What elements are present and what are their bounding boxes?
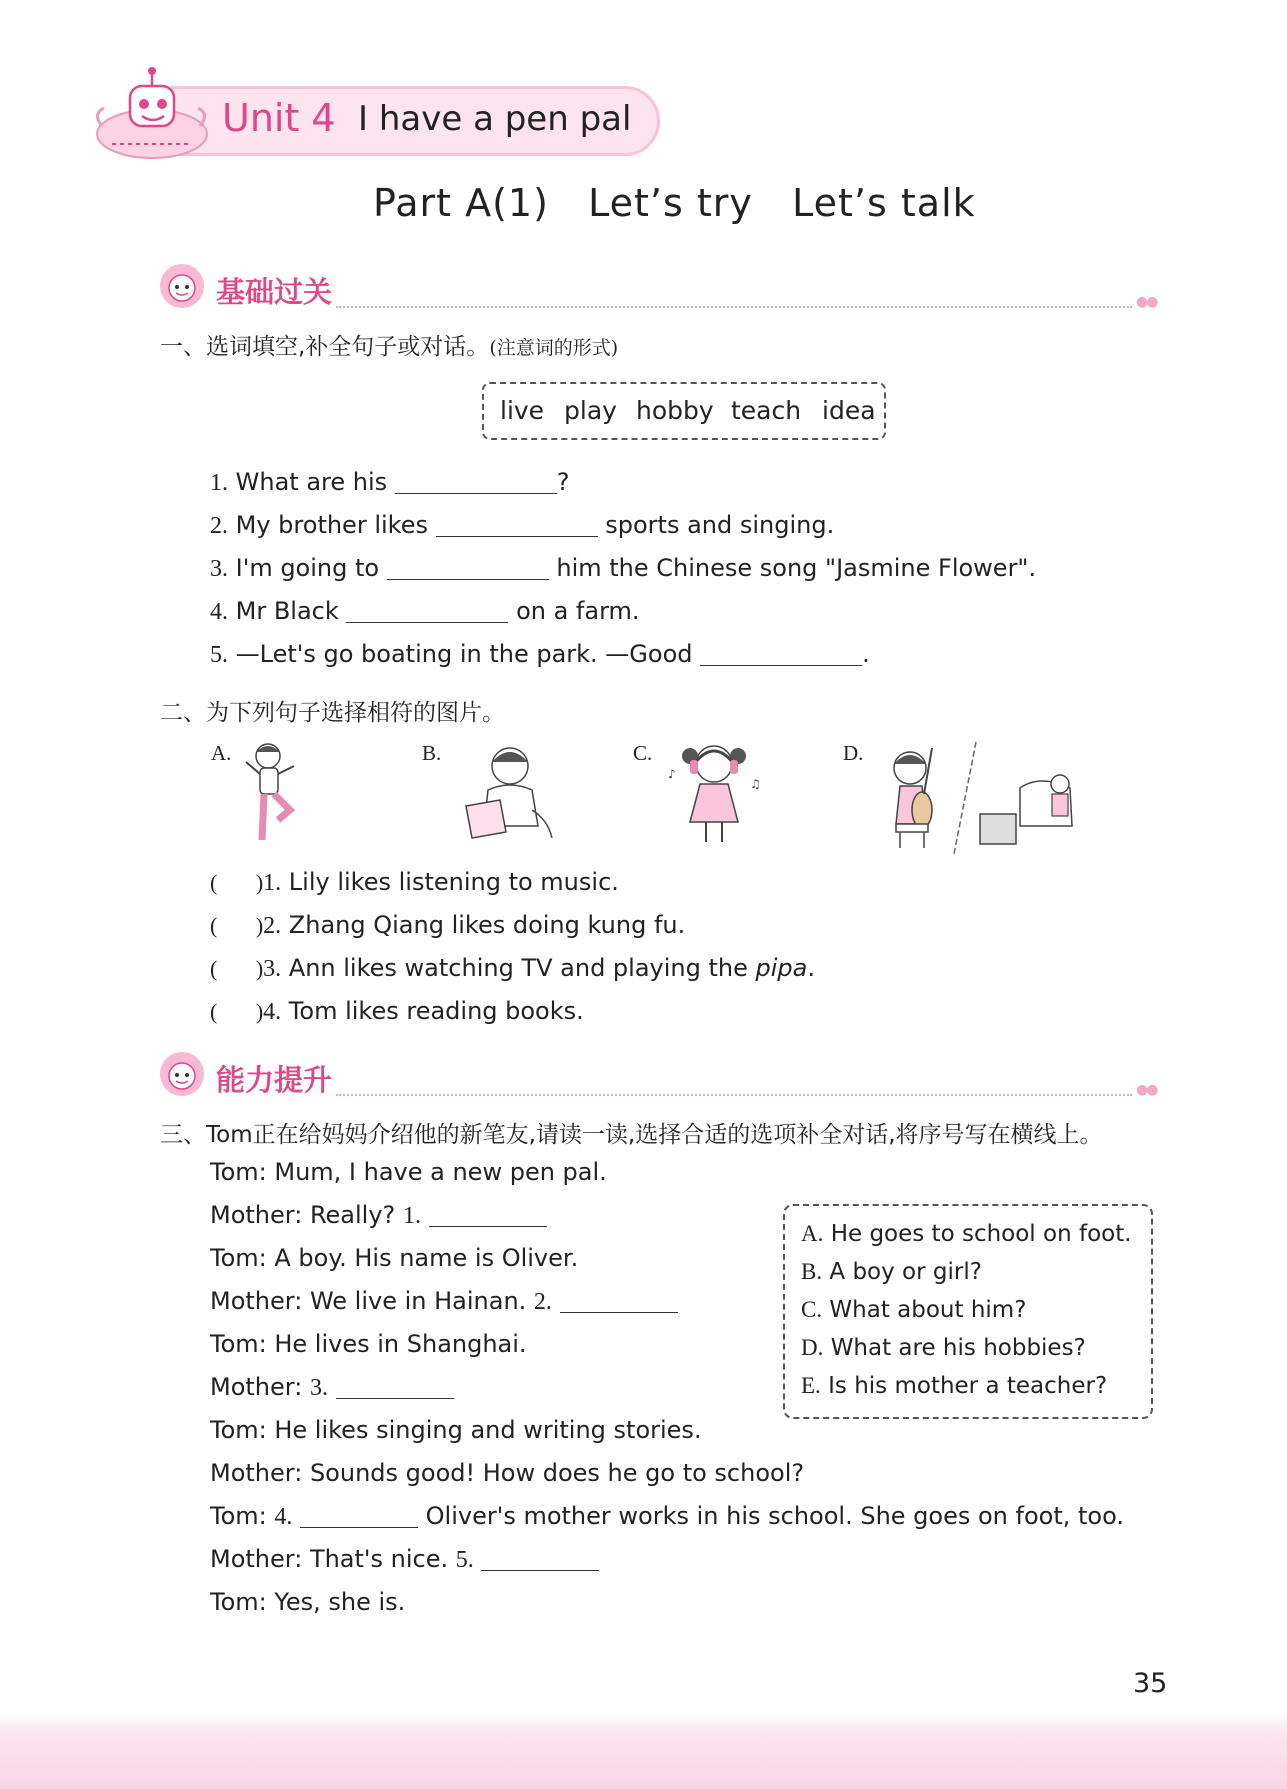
section-title-basic: 基础过关 <box>216 275 333 309</box>
q1-item: 2. My brother likes sports and singing. <box>210 511 835 539</box>
boy-kung-fu-picture <box>240 740 310 850</box>
section-divider <box>336 1094 1132 1096</box>
q2-heading: 二、为下列句子选择相符的图片。 <box>160 700 505 726</box>
word-choice: play <box>564 396 617 425</box>
mascot-robot-icon <box>82 64 212 164</box>
q1-item: 3. I'm going to him the Chinese song "Jasmine Flower". <box>210 554 1037 582</box>
answer-blank[interactable] <box>560 1290 678 1313</box>
q2-item: ( )4. Tom likes reading books. <box>210 997 584 1025</box>
section-divider <box>336 306 1132 308</box>
section-title-advanced: 能力提升 <box>216 1063 333 1097</box>
section-girl-icon <box>158 1050 206 1098</box>
answer-blank[interactable] <box>387 557 549 580</box>
answer-blank[interactable] <box>700 643 862 666</box>
option-item: C. What about him? <box>801 1297 1027 1323</box>
q3-heading: 三、Tom正在给妈妈介绍他的新笔友,请读一读,选择合适的选项补全对话,将序号写在横线上。 <box>160 1122 1103 1148</box>
dialogue-line: Mother: 3. <box>210 1373 454 1402</box>
q1-item: 5. —Let's go boating in the park. —Good . <box>210 640 870 668</box>
answer-blank[interactable] <box>336 1376 454 1399</box>
q2-item: ( )2. Zhang Qiang likes doing kung fu. <box>210 911 686 939</box>
option-item: A. He goes to school on foot. <box>801 1221 1132 1247</box>
part-title: Part A(1) Let’s try Let’s talk <box>373 181 976 225</box>
picture-label: B. <box>422 741 442 765</box>
answer-paren[interactable]: ( ) <box>210 999 264 1024</box>
answer-blank[interactable] <box>481 1548 599 1571</box>
girl-listening-music-picture <box>664 738 764 853</box>
option-item: D. What are his hobbies? <box>801 1335 1086 1361</box>
section-dots-icon: ●● <box>1136 294 1157 310</box>
q2-item: ( )1. Lily likes listening to music. <box>210 868 619 896</box>
boy-reading-picture <box>458 740 558 845</box>
svg-text:♪: ♪ <box>668 767 676 781</box>
dialogue-line: Tom: Mum, I have a new pen pal. <box>210 1158 607 1186</box>
option-item: B. A boy or girl? <box>801 1259 982 1285</box>
answer-paren[interactable]: ( ) <box>210 956 264 981</box>
dialogue-line: Mother: We live in Hainan. 2. <box>210 1287 678 1316</box>
footer-band <box>0 1712 1287 1789</box>
word-choice: live <box>500 396 545 425</box>
q1-item: 4. Mr Black on a farm. <box>210 597 640 625</box>
unit-label: Unit 4 <box>222 96 336 140</box>
section-girl-icon <box>158 262 206 310</box>
svg-text:♫: ♫ <box>750 777 761 791</box>
dialogue-line: Tom: 4. Oliver's mother works in his school. She goes on foot, too. <box>210 1502 1124 1530</box>
section-dots-icon: ●● <box>1136 1082 1157 1098</box>
word-choice: teach <box>731 396 802 425</box>
answer-blank[interactable] <box>429 1204 547 1227</box>
picture-label: C. <box>633 741 653 765</box>
dialogue-line: Mother: That's nice. 5. <box>210 1545 599 1574</box>
word-choice: hobby <box>636 396 714 425</box>
picture-label: A. <box>211 741 232 765</box>
dialogue-line: Tom: A boy. His name is Oliver. <box>210 1244 579 1272</box>
dialogue-line: Tom: He lives in Shanghai. <box>210 1330 527 1358</box>
girl-pipa-tv-picture <box>880 738 1090 858</box>
answer-blank[interactable] <box>346 600 508 623</box>
answer-blank[interactable] <box>436 514 598 537</box>
page-number: 35 <box>1133 1668 1168 1699</box>
unit-title: I have a pen pal <box>358 99 632 139</box>
answer-blank[interactable] <box>300 1505 418 1528</box>
dialogue-line: Mother: Sounds good! How does he go to school? <box>210 1459 805 1487</box>
dialogue-line: Tom: Yes, she is. <box>210 1588 406 1616</box>
dialogue-line: Tom: He likes singing and writing stories. <box>210 1416 702 1444</box>
picture-label: D. <box>843 741 864 765</box>
q2-item: ( )3. Ann likes watching TV and playing the pipa. <box>210 954 815 982</box>
answer-paren[interactable]: ( ) <box>210 913 264 938</box>
q1-heading: 一、选词填空,补全句子或对话。(注意词的形式) <box>160 334 619 360</box>
option-item: E. Is his mother a teacher? <box>801 1373 1108 1399</box>
q1-item: 1. What are his ? <box>210 468 570 496</box>
answer-blank[interactable] <box>395 471 557 494</box>
dialogue-line: Mother: Really? 1. <box>210 1201 547 1230</box>
answer-paren[interactable]: ( ) <box>210 870 264 895</box>
word-choice: idea <box>822 396 876 425</box>
